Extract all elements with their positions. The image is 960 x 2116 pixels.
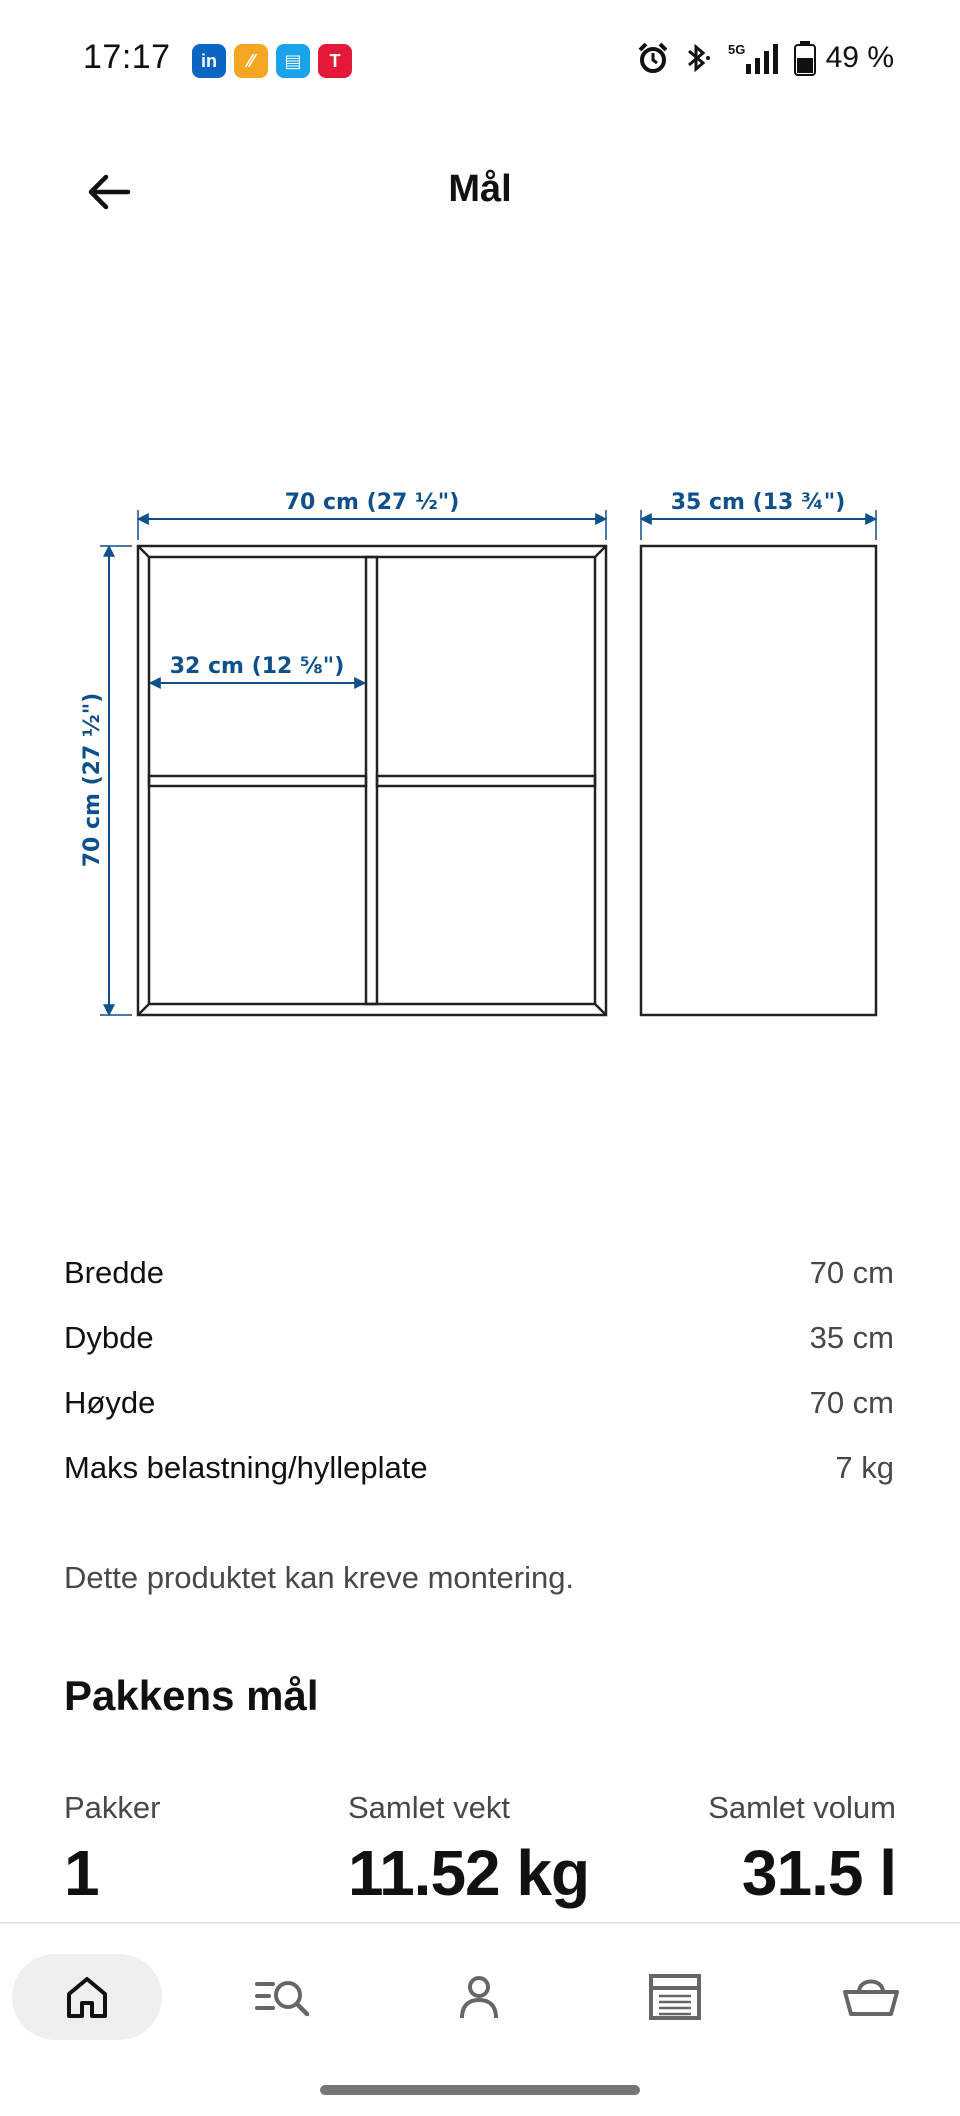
spec-value: 35 cm	[809, 1319, 894, 1355]
nav-stores[interactable]	[600, 1954, 750, 2040]
height-dimension-label: 70 cm (27 ½")	[80, 692, 105, 868]
spec-label: Høyde	[64, 1384, 156, 1420]
nav-basket[interactable]	[796, 1954, 946, 2040]
nav-home[interactable]	[12, 1954, 162, 2040]
status-right	[636, 40, 894, 76]
spec-row-depth	[64, 1305, 894, 1370]
linkedin-icon: in	[192, 44, 226, 78]
spec-row-max-load	[64, 1435, 894, 1500]
package-weight	[348, 1790, 589, 1910]
spec-row-height	[64, 1370, 894, 1435]
package-summary	[64, 1790, 896, 1930]
spec-label: Dybde	[64, 1319, 154, 1355]
spec-value: 70 cm	[809, 1384, 894, 1420]
profile-icon	[454, 1972, 504, 2022]
spec-label: Bredde	[64, 1254, 164, 1290]
spec-label: Maks belastning/hylleplate	[64, 1449, 428, 1485]
package-volume-label: Samlet volum	[708, 1790, 896, 1825]
width-dimension-label: 70 cm (27 ½")	[284, 490, 460, 515]
news-app-icon: ▤	[276, 44, 310, 78]
spec-value: 7 kg	[835, 1449, 894, 1485]
spec-row-width	[64, 1240, 894, 1305]
assembly-note: Dette produktet kan kreve montering.	[64, 1560, 575, 1595]
battery-percent: 49 %	[825, 41, 894, 74]
home-icon	[62, 1972, 112, 2022]
top-app-bar	[0, 150, 960, 230]
basket-icon	[841, 1972, 901, 2022]
status-bar	[0, 0, 960, 120]
dimension-diagram	[0, 470, 960, 1030]
status-time: 17:17	[83, 38, 171, 76]
package-volume	[708, 1790, 896, 1910]
signal-5g-icon	[724, 40, 784, 76]
shelf-front-view	[138, 546, 606, 1015]
package-weight-label: Samlet vekt	[348, 1790, 510, 1825]
depth-dimension-label: 35 cm (13 ¾")	[670, 490, 846, 515]
tesla-icon: T	[318, 44, 352, 78]
store-icon	[647, 1972, 703, 2022]
dimension-spec-list	[64, 1240, 894, 1500]
package-volume-value: 31.5 l	[741, 1837, 896, 1909]
search-list-icon	[253, 1972, 313, 2022]
tiny-app-icon: ⁄⁄	[234, 44, 268, 78]
nav-search[interactable]	[208, 1954, 358, 2040]
gesture-bar[interactable]	[320, 2085, 640, 2095]
bluetooth-icon	[680, 41, 714, 75]
nav-profile[interactable]	[404, 1954, 554, 2040]
compartment-dimension-label: 32 cm (12 ⅝")	[169, 654, 345, 679]
network-label: 5G	[727, 42, 745, 57]
package-section-title: Pakkens mål	[64, 1672, 319, 1719]
package-count	[64, 1790, 160, 1910]
page-title: Mål	[448, 168, 512, 210]
shelf-side-view	[641, 546, 876, 1015]
battery-icon	[794, 40, 816, 76]
package-count-value: 1	[64, 1837, 99, 1909]
package-weight-value: 11.52 kg	[348, 1837, 590, 1909]
package-count-label: Pakker	[64, 1790, 161, 1825]
alarm-icon	[636, 41, 670, 75]
spec-value: 70 cm	[809, 1254, 894, 1290]
